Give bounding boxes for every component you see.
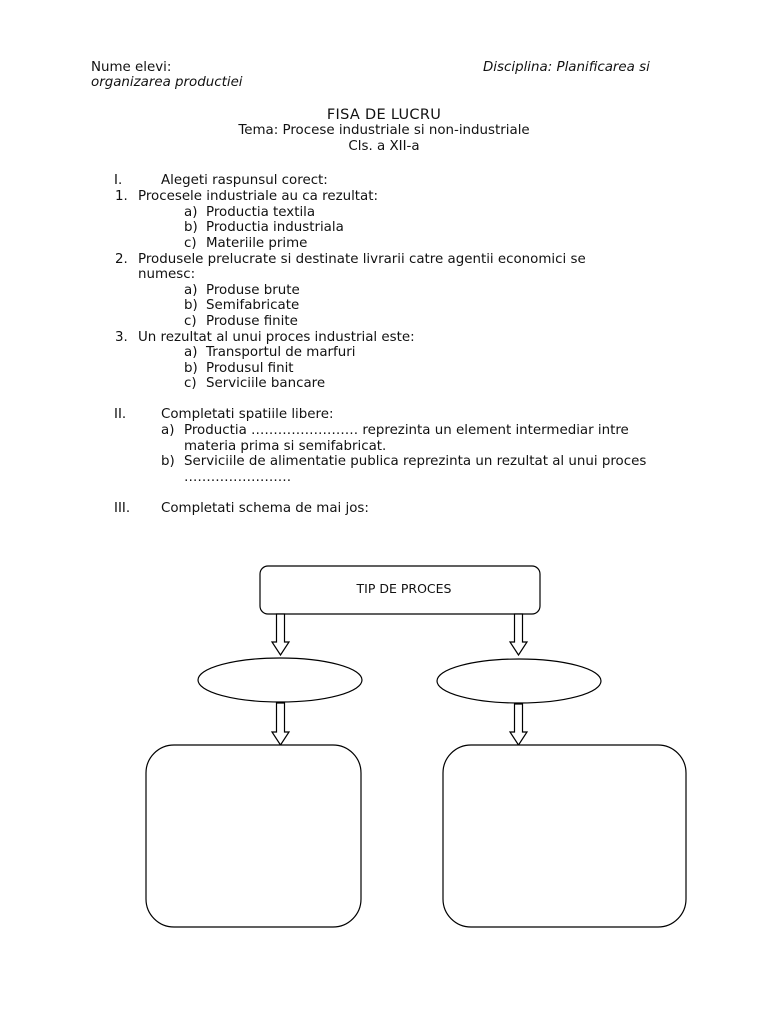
question-2-option-text: Produse brute — [206, 283, 300, 298]
question-2-option-letter: a) — [184, 283, 198, 298]
fill-blank-b-text-continued: …………………… — [184, 470, 292, 485]
left-detail-box[interactable] — [146, 745, 361, 927]
fill-blank-b-text: Serviciile de alimentatie publica reprezinta un rezultat al unui proces — [184, 454, 647, 469]
question-2-option-letter: b) — [184, 298, 198, 313]
student-name-label: Nume elevi: — [91, 60, 172, 75]
right-process-ellipse[interactable] — [437, 659, 601, 703]
question-3-option-text: Serviciile bancare — [206, 376, 326, 391]
section-3-numeral: III. — [114, 501, 131, 516]
down-arrow-left-bottom — [272, 703, 289, 745]
question-3-option-text: Produsul finit — [206, 361, 294, 376]
question-1-option-letter: a) — [184, 205, 198, 220]
down-arrow-right-top — [510, 614, 527, 655]
discipline-label-continued: organizarea productiei — [91, 75, 243, 90]
section-2-numeral: II. — [114, 407, 127, 422]
worksheet-class: Cls. a XII-a — [348, 139, 420, 154]
question-3-option-letter: b) — [184, 361, 198, 376]
left-process-ellipse[interactable] — [198, 658, 362, 702]
section-1-numeral: I. — [114, 173, 123, 188]
question-3-option-text: Transportul de marfuri — [206, 345, 356, 360]
right-detail-box[interactable] — [443, 745, 686, 927]
down-arrow-right-bottom — [510, 704, 527, 745]
question-2-text: Produsele prelucrate si destinate livrarii catre agentii economici se — [138, 252, 586, 267]
worksheet-title: FISA DE LUCRU — [326, 107, 442, 123]
question-2-number: 2. — [115, 252, 128, 267]
fill-blank-a-text: Productia …………………… reprezinta un element intermediar intre — [184, 423, 629, 438]
question-3-option-letter: a) — [184, 345, 198, 360]
question-3-number: 3. — [115, 330, 128, 345]
question-1-option-letter: c) — [184, 236, 197, 251]
fill-blank-a-text-continued: materia prima si semifabricat. — [184, 439, 387, 454]
question-3-option-letter: c) — [184, 376, 197, 391]
fill-blank-b-letter: b) — [161, 454, 175, 469]
section-2-heading: Completati spatiile libere: — [161, 407, 334, 422]
discipline-label: Disciplina: Planificarea si — [483, 60, 650, 75]
down-arrow-left-top — [272, 614, 289, 655]
question-1-option-letter: b) — [184, 220, 198, 235]
question-3-text: Un rezultat al unui proces industrial este: — [138, 330, 415, 345]
question-2-option-letter: c) — [184, 314, 197, 329]
question-1-option-text: Productia textila — [206, 205, 316, 220]
question-1-option-text: Productia industriala — [206, 220, 344, 235]
question-2-option-text: Produse finite — [206, 314, 298, 329]
section-3-heading: Completati schema de mai jos: — [161, 501, 369, 516]
question-1-option-text: Materiile prime — [206, 236, 308, 251]
section-1-heading: Alegeti raspunsul corect: — [161, 173, 328, 188]
worksheet-topic: Tema: Procese industriale si non-industriale — [238, 123, 530, 138]
question-2-option-text: Semifabricate — [206, 298, 300, 313]
question-1-number: 1. — [115, 189, 128, 204]
question-2-text-continued: numesc: — [138, 267, 196, 282]
fill-blank-a-letter: a) — [161, 423, 175, 438]
top-process-box-label: TIP DE PROCES — [356, 581, 452, 596]
question-1-text: Procesele industriale au ca rezultat: — [138, 189, 379, 204]
